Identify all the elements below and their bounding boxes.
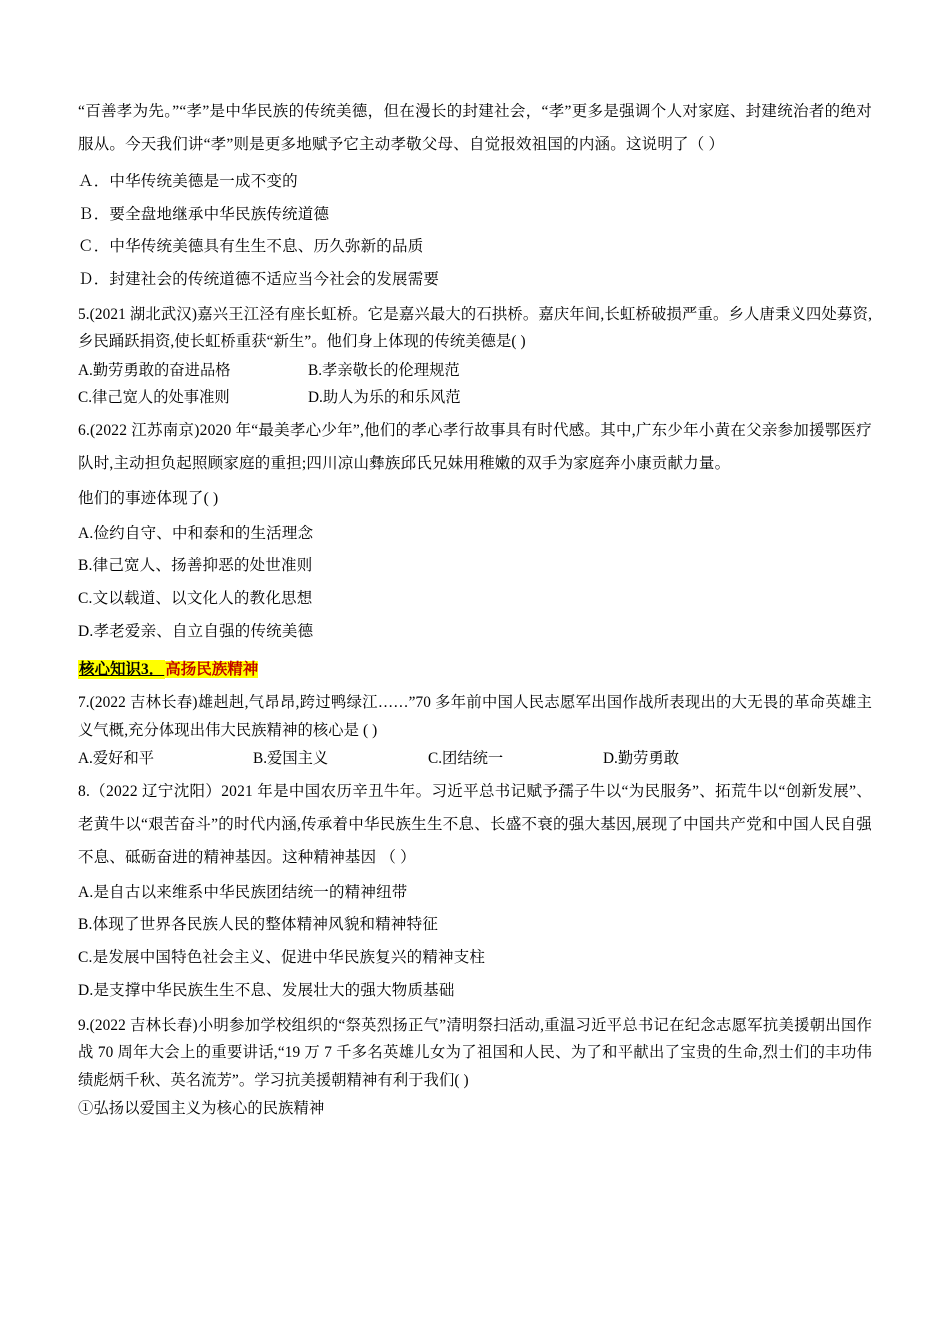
question-4-stem: “百善孝为先。”“孝”是中华民族的传统美德，但在漫长的封建社会，“孝”更多是强调个人对家庭、封建统治者的绝对服从。今天我们讲“孝”则是更多地赋予它主动孝敬父母、自觉报效祖国的内涵。这说明了（ ） (78, 103, 872, 153)
question-6-stem: 6.(2022 江苏南京)2020 年“最美孝心少年”,他们的孝心孝行故事具有时代感。其中,广东少年小黄在父亲参加援鄂医疗队时,主动担负起照顾家庭的重担;四川凉山彝族邱氏兄妹用稚嫩的双手为家庭奔小康贡献力量。 (78, 422, 872, 472)
question-4-option-a: Ａ．中华传统美德是一成不变的 (78, 172, 298, 190)
question-5-stem: 5.(2021 湖北武汉)嘉兴王江泾有座长虹桥。它是嘉兴最大的石拱桥。嘉庆年间,长虹桥破损严重。乡人唐秉义四处募资,乡民踊跃捐资,使长虹桥重获“新生”。他们身上体现的传统美德是( ) (78, 306, 872, 351)
question-7-option-a: A.爱好和平 (78, 749, 155, 767)
question-5-option-c: C.律己宽人的处事准则 (78, 388, 230, 406)
section-heading-label: 核心知识3． (79, 661, 165, 679)
question-5-option-b: B.孝亲敬长的伦理规范 (308, 361, 460, 379)
question-4-option-c: Ｃ．中华传统美德具有生生不息、历久弥新的品质 (78, 238, 424, 256)
question-6-option-a: A.俭约自守、中和泰和的生活理念 (78, 524, 314, 542)
question-5-option-a: A.勤劳勇敢的奋进品格 (78, 361, 231, 379)
question-8-option-d: D.是支撑中华民族生生不息、发展壮大的强大物质基础 (78, 982, 455, 1000)
question-8-stem: 8.（2022 辽宁沈阳）2021 年是中国农历辛丑牛年。习近平总书记赋予孺子牛以“为民服务”、拓荒牛以“创新发展”、老黄牛以“艰苦奋斗”的时代内涵,传承着中华民族生生不息、长盛不衰的强大基因,展现了中国共产党和中国人民自强不息、砥砺奋进的精神基因。这种精神基因 （ ） (78, 783, 872, 866)
question-6-stem-continued: 他们的事迹体现了( ) (78, 489, 219, 507)
question-5-options-row-2 (78, 384, 872, 411)
section-heading-core-knowledge-3 (78, 657, 872, 683)
question-5-options-row-1 (78, 357, 872, 384)
question-7-option-b: B.爱国主义 (253, 749, 329, 767)
question-6-option-c: C.文以载道、以文化人的教化思想 (78, 590, 313, 608)
question-9-stem: 9.(2022 吉林长春)小明参加学校组织的“祭英烈扬正气”清明祭扫活动,重温习近平总书记在纪念志愿军抗美援朝出国作战 70 周年大会上的重要讲话,“19 万 7 千多名英雄儿女为了祖国和人民、为了和平献出了宝贵的生命,烈士们的丰功伟绩彪炳千秋、英名流芳”。学习抗美援朝精神有利于我们( ) (78, 1017, 872, 1089)
question-8-option-c: C.是发展中国特色社会主义、促进中华民族复兴的精神支柱 (78, 949, 486, 967)
question-7-option-c: C.团结统一 (428, 749, 504, 767)
question-4-option-b: Ｂ．要全盘地继承中华民族传统道德 (78, 205, 330, 223)
question-8-option-b: B.体现了世界各民族人民的整体精神风貌和精神特征 (78, 916, 439, 934)
question-7-stem: 7.(2022 吉林长春)雄赳赳,气昂昂,跨过鸭绿江……”70 多年前中国人民志愿军出国作战所表现出的大无畏的革命英雄主义气概,充分体现出伟大民族精神的核心是 ( ) (78, 694, 872, 739)
question-5-option-d: D.助人为乐的和乐风范 (308, 388, 461, 406)
question-4-option-d: Ｄ．封建社会的传统道德不适应当今社会的发展需要 (78, 271, 440, 289)
question-8-option-a: A.是自古以来维系中华民族团结统一的精神纽带 (78, 883, 408, 901)
question-6-option-d: D.孝老爱亲、自立自强的传统美德 (78, 623, 314, 641)
question-7-option-d: D.勤劳勇敢 (603, 749, 680, 767)
question-7-options-row (78, 745, 872, 772)
question-6-option-b: B.律己宽人、扬善抑恶的处世准则 (78, 557, 313, 575)
section-heading-title: 高扬民族精神 (165, 661, 259, 679)
question-9-item-1: ①弘扬以爱国主义为核心的民族精神 (78, 1099, 325, 1117)
